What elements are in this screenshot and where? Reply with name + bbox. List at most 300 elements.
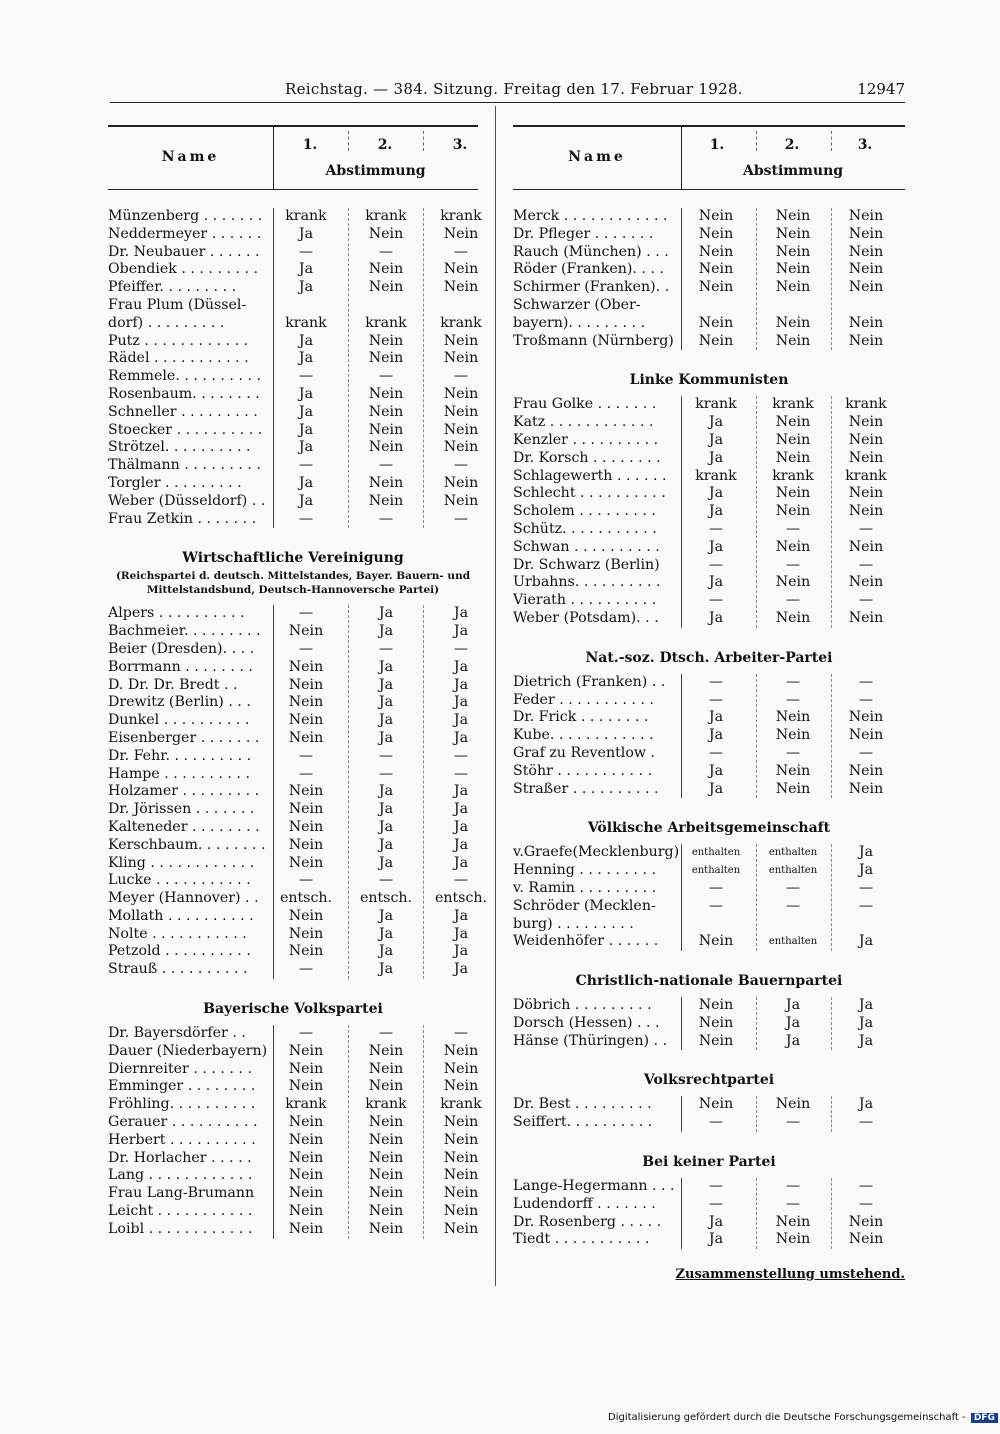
member-name: Henning . . . . . . . . . [513,862,656,879]
member-name: v.Graefe(Mecklenburg) [513,844,680,861]
member-name: Kenzler . . . . . . . . . . [513,431,659,448]
vote-3-value: Nein [443,492,479,509]
vote-2-value: Nein [775,261,811,278]
member-name: Dr. Horlacher . . . . . [108,1149,252,1166]
table-row [108,1203,478,1221]
table-row [108,908,478,926]
member-name: Döbrich . . . . . . . . . [513,997,652,1014]
vote-1-value: — [298,1025,314,1042]
vote-2-value: Nein [775,780,811,797]
table-row [108,837,478,855]
name-header: Name [568,149,626,165]
member-name: Remmele. . . . . . . . . . [108,368,262,385]
member-name: Obendiek . . . . . . . . . [108,261,259,278]
vote-1-value: — [298,368,314,385]
table-row [513,727,905,745]
member-name: Diernreiter . . . . . . . [108,1060,252,1077]
party-title: Bayerische Volkspartei [203,1001,383,1018]
vote-1-value: Nein [288,1114,324,1131]
vote-2-value: — [785,1114,801,1131]
table-row [513,997,905,1015]
table-row [513,226,905,244]
vote-2-value: Nein [368,1114,404,1131]
vote-3-value: Ja [858,862,874,879]
table-row [108,855,478,873]
member-name: Fröhling. . . . . . . . . . [108,1096,256,1113]
table-row [513,1114,905,1132]
member-name: Frau Zetkin . . . . . . . [108,510,257,527]
vote-1-value: Ja [708,574,724,591]
dfg-logo: DFG [971,1413,998,1423]
vote-1-value: — [708,1114,724,1131]
table-row [108,439,478,457]
vote-1-value: Nein [698,332,734,349]
vote-1-value: Ja [298,332,314,349]
vote-1-value: Nein [288,783,324,800]
vote-1-value: Ja [298,385,314,402]
vote-2-value: — [378,765,394,782]
member-name: Röder (Franken). . . . [513,261,664,278]
vote-3-value: Ja [858,844,874,861]
vote-2-value: Ja [378,623,394,640]
table-row [108,333,478,351]
vote-1-header: 1. [302,137,318,153]
member-name: Straßer . . . . . . . . . . [513,780,659,797]
vote-1-value: Ja [298,279,314,296]
table-row [513,539,905,557]
vote-1-value: Nein [288,1185,324,1202]
vote-1-value: — [298,243,314,260]
table-row [513,208,905,226]
table-row [108,261,478,279]
vote-3-value: — [453,368,469,385]
vote-2-value: Ja [378,801,394,818]
vote-3-value: Nein [443,1167,479,1184]
vote-2-value: — [785,691,801,708]
page-number: 12947 [857,80,905,98]
vote-2-header: 2. [377,137,393,153]
vote-3-value: Nein [443,1131,479,1148]
party-subtitle: (Reichspartei d. deutsch. Mittelstandes, Bayer. Bauern- und Mittelstandsbund, Deutsch-Hannoversche Partei) [115,570,471,597]
member-name: Lucke . . . . . . . . . . . [108,872,251,889]
vote-3-value: — [858,520,874,537]
table-row [513,1178,905,1196]
vote-3-value: Nein [848,414,884,431]
vote-1-value: Nein [698,208,734,224]
vote-2-value: Nein [775,709,811,726]
member-name: Kerschbaum. . . . . . . . [108,836,266,853]
party-title: Volksrechtpartei [643,1072,775,1089]
member-name: Bachmeier. . . . . . . . . [108,623,261,640]
table-row [513,261,905,279]
member-name: Leicht . . . . . . . . . . . [108,1203,253,1220]
table-row [108,1132,478,1150]
member-name: Dr. Jörissen . . . . . . . [108,801,255,818]
vote-2-value: Nein [775,1213,811,1230]
vote-3-value: Ja [453,712,469,729]
vote-3-value: Ja [453,907,469,924]
vote-2-value: — [378,1025,394,1042]
table-row [513,692,905,710]
member-name: Emminger . . . . . . . . [108,1078,256,1095]
vote-3-value: Nein [848,208,884,224]
table-row [513,1231,905,1249]
vote-3-value: — [453,640,469,657]
right-table-body [513,190,905,1249]
vote-1-value: — [708,691,724,708]
vote-2-value: — [785,673,801,690]
member-name: Lange-Hegermann . . . [513,1178,675,1195]
member-name: Weidenhöfer . . . . . . [513,933,659,950]
party-group [513,396,905,627]
member-name: Weber (Düsseldorf) . . [108,492,266,509]
table-row [513,844,905,862]
vote-3-value: Nein [848,314,884,331]
member-name: Hänse (Thüringen) . . [513,1032,668,1049]
vote-1-value: Nein [288,907,324,924]
member-name: Weber (Potsdam). . . [513,609,659,626]
member-name: Drewitz (Berlin) . . . [108,694,251,711]
vote-3-value: Nein [443,1220,479,1237]
table-row [108,677,478,695]
vote-3-value: Nein [848,431,884,448]
member-name: Merck . . . . . . . . . . . . [513,208,668,224]
vote-3-value: — [453,765,469,782]
vote-2-value: Nein [368,350,404,367]
table-row [108,623,478,641]
vote-1-value: Nein [698,279,734,296]
table-row [513,244,905,262]
vote-1-value: — [298,765,314,782]
member-name: Schlagewerth . . . . . . [513,467,667,484]
vote-3-value: Nein [848,449,884,466]
vote-2-value: Nein [775,762,811,779]
vote-3-value: — [858,744,874,761]
vote-2-value: Nein [775,574,811,591]
member-name: Dr. Neubauer . . . . . . [108,243,260,260]
vote-1-value: Ja [708,449,724,466]
table-row [513,297,905,315]
table-row [513,1033,905,1051]
header-title: Reichstag. — 384. Sitzung. Freitag den 17. Februar 1928. [285,80,743,98]
vote-2-value: Nein [368,261,404,278]
vote-2-value: Ja [378,854,394,871]
vote-3-value: Ja [453,694,469,711]
vote-1-value: Nein [288,1060,324,1077]
left-table-body [108,190,488,1239]
member-name: Beier (Dresden). . . . [108,640,255,657]
member-name: Strauß . . . . . . . . . . [108,961,248,978]
vote-1-value: — [298,747,314,764]
vote-3-value: Nein [443,474,479,491]
vote-1-value: — [708,520,724,537]
table-row [513,521,905,539]
vote-3-value: — [858,673,874,690]
vote-3-value: Nein [848,727,884,744]
table-row [108,1167,478,1185]
vote-1-value: krank [695,467,737,484]
member-name: Urbahns. . . . . . . . . . [513,574,661,591]
vote-2-value: — [378,640,394,657]
vote-1-value: Nein [698,997,734,1014]
vote-2-value: enthalten [768,865,818,877]
vote-1-value: — [298,457,314,474]
member-name: Stoecker . . . . . . . . . . [108,421,263,438]
vote-2-value: Ja [378,818,394,835]
member-name: Loibl . . . . . . . . . . . . [108,1220,253,1237]
table-row [108,1114,478,1132]
table-row [108,404,478,422]
member-name: Seiffert. . . . . . . . . . [513,1114,653,1131]
vote-3-value: — [858,556,874,573]
vote-1-value: Nein [698,261,734,278]
table-row [108,1043,478,1061]
table-row [513,1214,905,1232]
table-row [513,450,905,468]
vote-2-value: Nein [368,1185,404,1202]
vote-2-value: — [785,1195,801,1212]
vote-2-value: enthalten [768,847,818,859]
vote-2-header: 2. [784,137,800,153]
table-row [513,432,905,450]
table-row [108,605,478,623]
member-name: Schröder (Mecklen- [513,897,656,914]
vote-3-value: Nein [443,1203,479,1220]
table-row [513,1015,905,1033]
member-name: Ludendorff . . . . . . . [513,1195,656,1212]
vote-3-value: Nein [443,1078,479,1095]
vote-2-value: — [785,556,801,573]
vote-1-value: Ja [298,492,314,509]
party-title: Linke Kommunisten [629,372,789,389]
party-title: Christlich-nationale Bauernpartei [575,973,843,990]
member-name: Dorsch (Hessen) . . . [513,1014,660,1031]
vote-2-value: Nein [775,431,811,448]
party-group [108,208,482,528]
vote-1-value: — [708,592,724,609]
table-row [108,386,478,404]
vote-1-value: Nein [288,1203,324,1220]
table-row [108,694,478,712]
vote-2-value: Nein [775,485,811,502]
vote-2-value: Nein [775,243,811,260]
member-name: Schütz. . . . . . . . . . . [513,520,657,537]
vote-3-value: Ja [453,623,469,640]
vote-1-value: — [708,897,724,914]
vote-1-value: Ja [708,609,724,626]
table-row [513,674,905,692]
member-name: Schirmer (Franken). . [513,279,670,296]
vote-2-value: Nein [368,332,404,349]
member-name: Scholem . . . . . . . . . [513,503,656,520]
table-row [513,610,905,628]
vote-1-value: Ja [298,225,314,242]
vote-3-value: Nein [848,709,884,726]
table-row [513,1096,905,1114]
vote-2-value: Ja [378,729,394,746]
vote-2-value: Nein [775,332,811,349]
left-column [108,125,488,1239]
vote-2-value: — [785,879,801,896]
vote-1-value: — [298,640,314,657]
member-name: Torgler . . . . . . . . . [108,474,242,491]
table-row [513,781,905,799]
vote-3-value: Nein [443,1149,479,1166]
vote-3-value: Ja [858,933,874,950]
vote-1-value: Nein [288,943,324,960]
vote-2-value: entsch. [359,890,413,907]
vote-1-value: Ja [708,485,724,502]
party-group [513,208,905,350]
table-row [108,961,478,979]
vote-3-value: Ja [858,1096,874,1113]
vote-3-value: Nein [443,439,479,456]
vote-3-value: Ja [453,658,469,675]
party-title: Wirtschaftliche Vereinigung [182,550,404,567]
vote-1-value: Ja [708,727,724,744]
table-row [108,943,478,961]
vote-3-value: — [858,1195,874,1212]
vote-1-value: Nein [288,854,324,871]
vote-3-value: entsch. [434,890,488,907]
table-row [108,226,478,244]
vote-1-value: Nein [288,1078,324,1095]
member-name: v. Ramin . . . . . . . . . [513,879,657,896]
member-name: Troßmann (Nürnberg) [513,332,674,349]
vote-2-value: Nein [775,314,811,331]
vote-3-value: Nein [848,332,884,349]
vote-2-value: Nein [775,609,811,626]
vote-3-value: Nein [443,225,479,242]
vote-2-value: Nein [368,474,404,491]
vote-1-value: krank [285,1096,327,1113]
vote-1-value: Ja [298,474,314,491]
party-group [513,1178,905,1249]
vote-3-value: — [453,747,469,764]
party-group [513,674,905,799]
member-name: Schwan . . . . . . . . . . [513,538,660,555]
vote-1-value: — [708,556,724,573]
table-row [513,503,905,521]
vote-1-value: Nein [288,818,324,835]
vote-2-value: Nein [368,1149,404,1166]
vote-2-value: Nein [368,421,404,438]
member-name: Stöhr . . . . . . . . . . . [513,762,653,779]
vote-3-value: Nein [848,503,884,520]
table-row [108,712,478,730]
table-row [108,457,478,475]
vote-2-value: Ja [378,712,394,729]
vote-3-value: Ja [453,943,469,960]
table-row [108,368,478,386]
member-name: Rauch (München) . . . [513,243,669,260]
vote-1-value: Nein [288,676,324,693]
vote-1-value: Ja [708,709,724,726]
member-name: Dr. Bayersdörfer . . [108,1025,246,1042]
table-row [513,315,905,333]
member-name: Dr. Best . . . . . . . . . [513,1096,652,1113]
vote-3-header: 3. [857,137,873,153]
vote-2-value: Ja [378,783,394,800]
vote-1-value: Nein [288,1131,324,1148]
vote-1-value: Ja [708,1231,724,1248]
vote-1-value: Nein [698,1032,734,1049]
vote-3-value: Nein [848,538,884,555]
table-row [108,208,482,226]
vote-1-value: enthalten [691,865,741,877]
footer-note: Zusammenstellung umstehend. [675,1267,905,1283]
member-name: Alpers . . . . . . . . . . [108,605,245,622]
table-row [108,511,478,529]
table-row [108,350,478,368]
member-name: bayern). . . . . . . . . [513,314,646,331]
vote-2-value: Ja [378,605,394,622]
member-name: Herbert . . . . . . . . . . [108,1131,256,1148]
table-row [513,414,905,432]
table-row [513,916,905,934]
table-row [108,244,478,262]
vote-1-value: Nein [288,1149,324,1166]
table-row [513,709,905,727]
member-name: Hampe . . . . . . . . . . [108,765,250,782]
member-name: Dr. Frick . . . . . . . . [513,709,649,726]
member-name: D. Dr. Dr. Bredt . . [108,676,238,693]
vote-2-value: Nein [368,1220,404,1237]
vote-1-value: Nein [288,729,324,746]
member-name: Dr. Fehr. . . . . . . . . . [108,747,252,764]
vote-3-value: Nein [848,1231,884,1248]
member-name: Dunkel . . . . . . . . . . [108,712,250,729]
table-header-right [513,125,905,190]
vote-3-value: krank [440,314,482,331]
vote-1-value: Ja [298,261,314,278]
vote-3-value: Nein [848,243,884,260]
vote-3-value: Nein [443,261,479,278]
table-row [513,333,905,351]
vote-3-value: Nein [848,609,884,626]
vote-1-value: Nein [288,1167,324,1184]
vote-2-value: krank [772,396,814,413]
vote-2-value: Ja [378,925,394,942]
vote-1-value: Nein [698,314,734,331]
vote-3-value: Nein [443,279,479,296]
vote-1-value: Ja [708,762,724,779]
vote-3-value: Nein [443,1114,479,1131]
member-name: dorf) . . . . . . . . . [108,314,225,331]
vote-3-value: Ja [453,676,469,693]
member-name: Eisenberger . . . . . . . [108,729,260,746]
vote-3-value: Nein [848,1213,884,1230]
table-row [108,1096,482,1114]
vote-1-value: — [708,744,724,761]
vote-3-value: Nein [848,762,884,779]
member-name: Dr. Schwarz (Berlin) [513,556,660,573]
vote-3-value: — [858,592,874,609]
vote-1-value: Ja [708,503,724,520]
table-row [108,1078,478,1096]
vote-1-value: Nein [288,712,324,729]
vote-1-value: — [708,1195,724,1212]
vote-3-value: krank [845,396,887,413]
party-group [513,1096,905,1132]
table-row [108,475,478,493]
vote-2-value: Ja [378,694,394,711]
vote-3-value: Nein [848,261,884,278]
vote-1-value: Nein [288,1042,324,1059]
table-row [513,574,905,592]
table-row [108,297,478,315]
vote-2-value: Nein [368,439,404,456]
